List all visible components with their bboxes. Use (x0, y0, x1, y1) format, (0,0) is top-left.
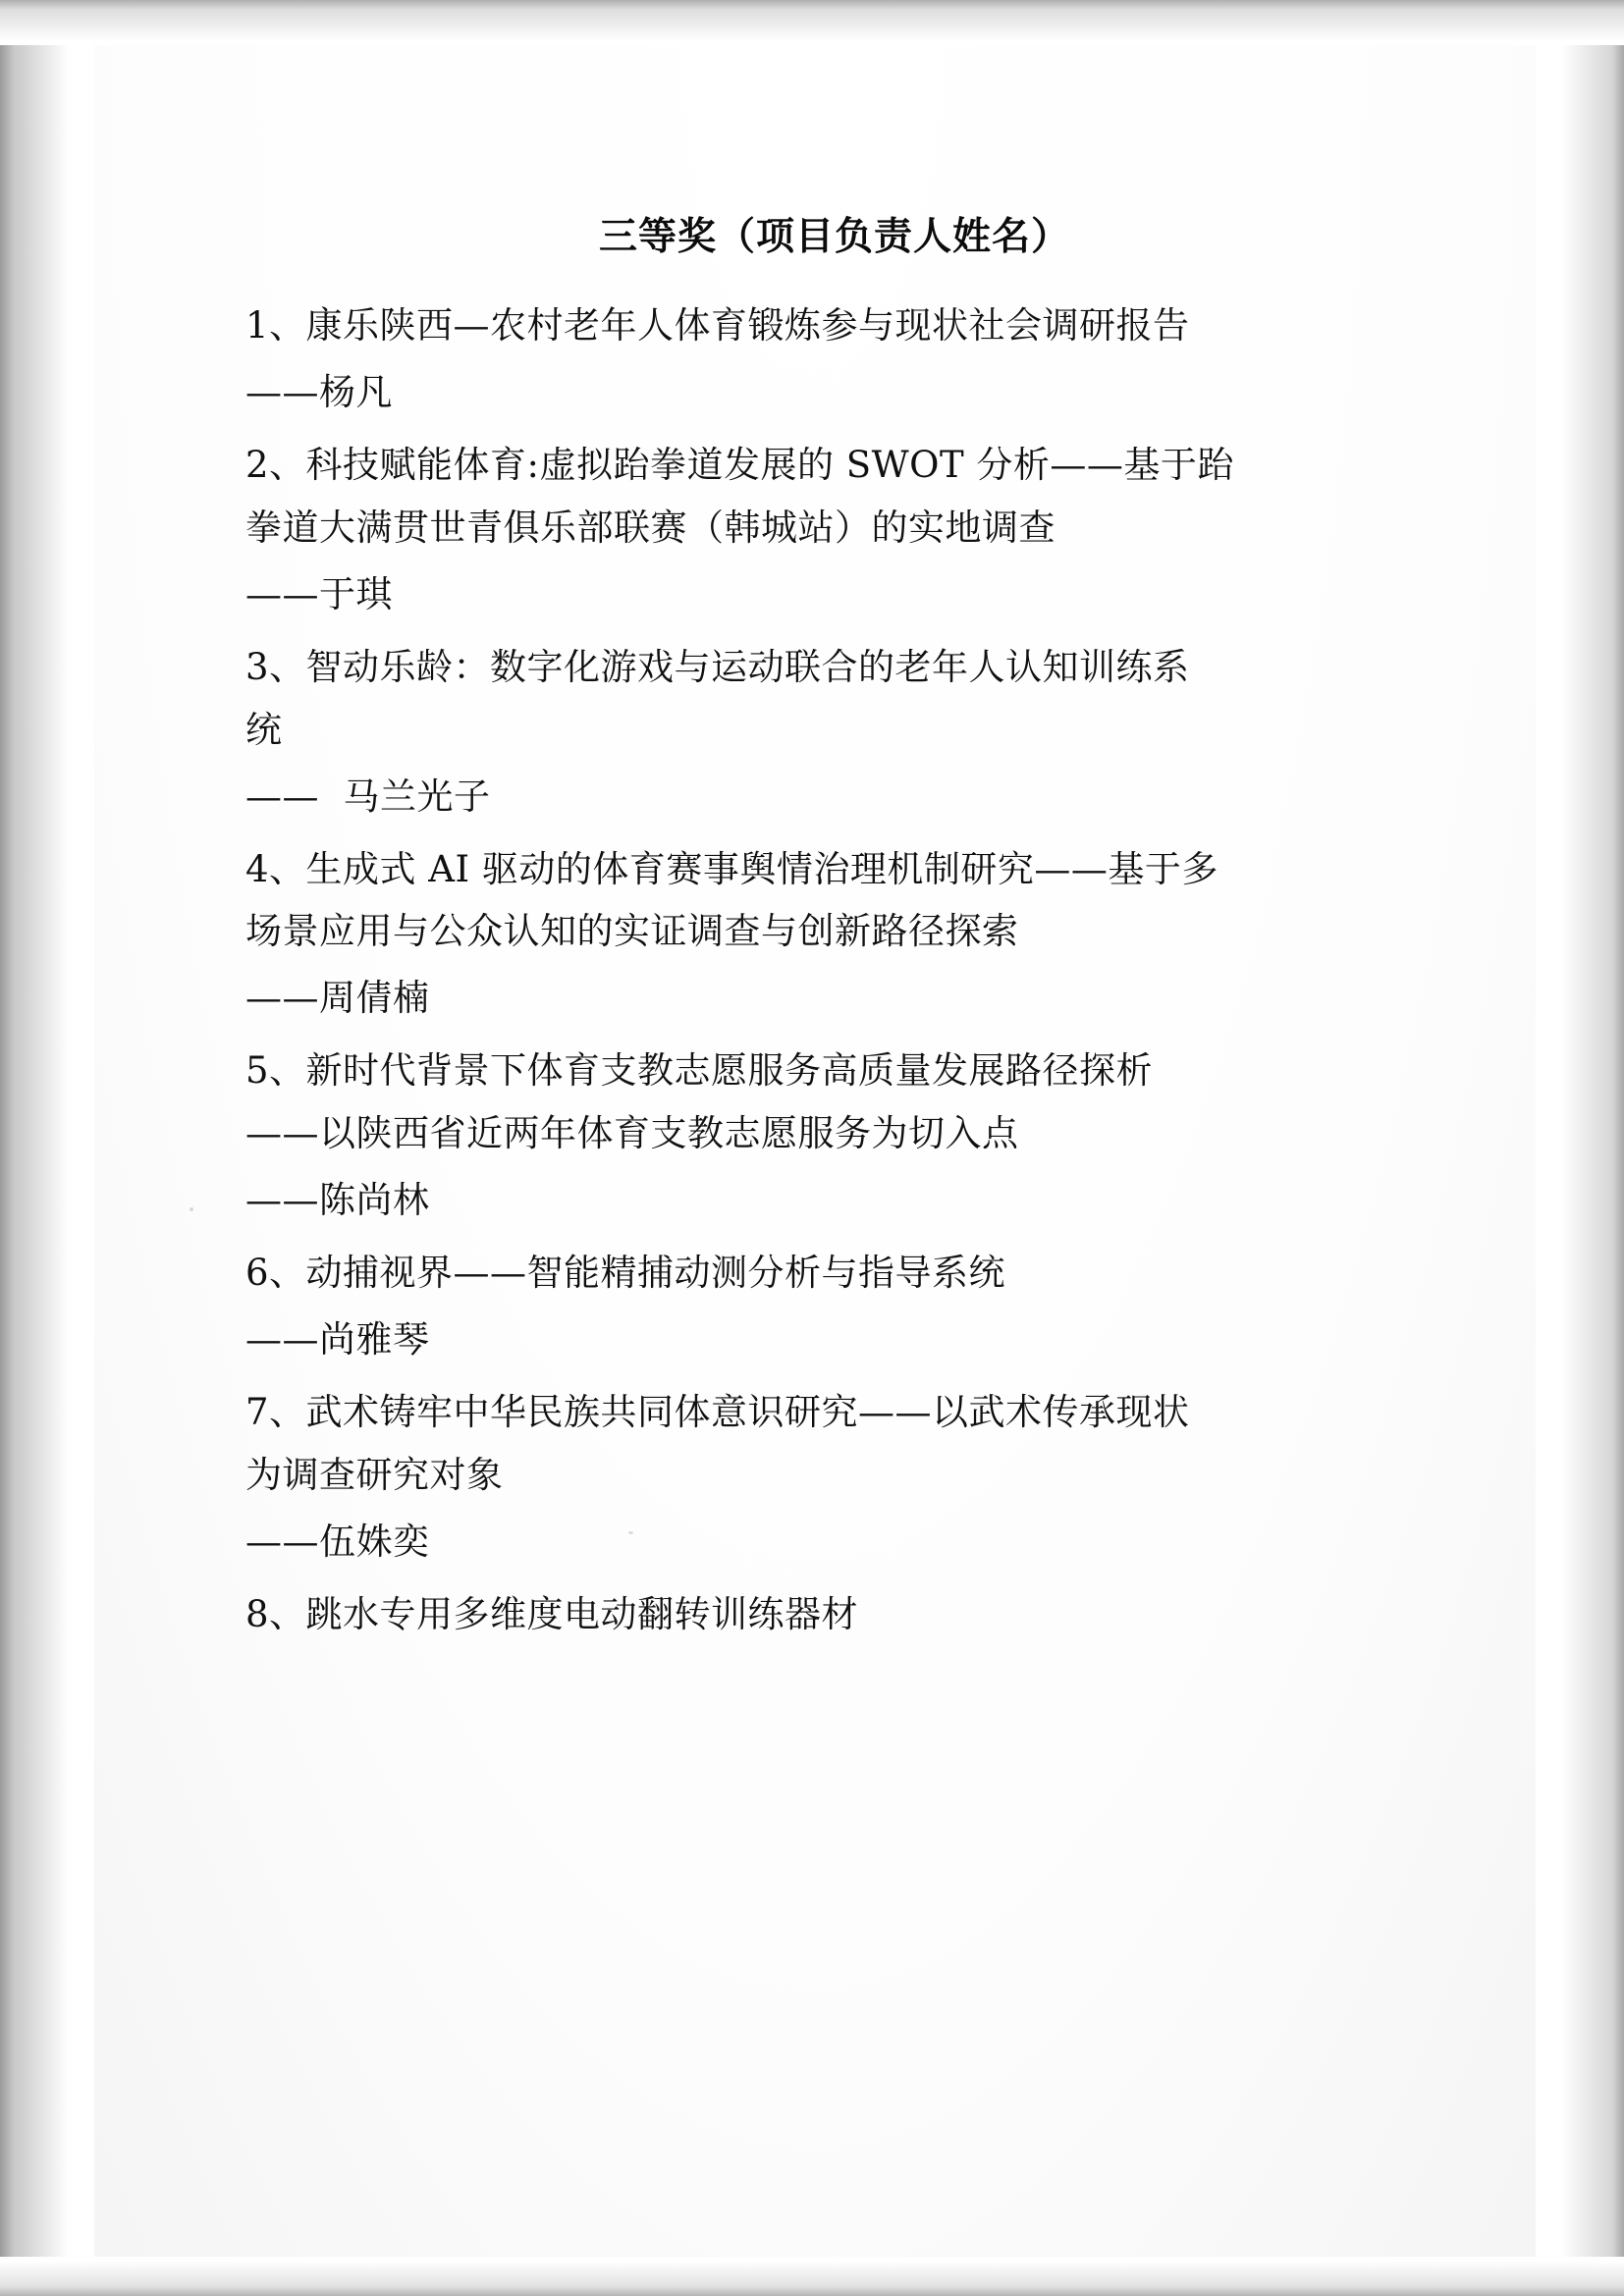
scan-speck (189, 1207, 193, 1211)
entry-line: ——以陕西省近两年体育支教志愿服务为切入点 (245, 1112, 1019, 1155)
award-entry (245, 436, 1424, 624)
scan-edge-right (1536, 0, 1624, 2296)
entry-author: ——尚雅琴 (245, 1318, 430, 1362)
award-entry (245, 1244, 1424, 1369)
entry-line: 场景应用与公众认知的实证调查与创新路径探索 (245, 910, 1019, 953)
entry-line: 2、科技赋能体育:虚拟跆拳道发展的 SWOT 分析——基于跆 (245, 443, 1234, 486)
scan-edge-left (0, 0, 94, 2296)
award-entry (245, 1383, 1424, 1572)
entry-line: 5、新时代背景下体育支教志愿服务高质量发展路径探析 (245, 1049, 1154, 1093)
entry-author: ——于琪 (245, 572, 393, 615)
entry-line: 为调查研究对象 (245, 1453, 504, 1496)
entry-author: ——周倩楠 (245, 977, 430, 1020)
entry-line: 拳道大满贯世青俱乐部联赛（韩城站）的实地调查 (245, 506, 1056, 549)
entry-line: 7、武术铸牢中华民族共同体意识研究——以武术传承现状 (245, 1391, 1190, 1433)
scan-edge-top (0, 0, 1624, 45)
entry-author: ——杨凡 (245, 370, 393, 413)
document-body (245, 206, 1424, 1648)
award-entry (245, 1585, 1424, 1644)
award-entry (245, 296, 1424, 422)
entry-author: ——伍姝奕 (245, 1520, 430, 1563)
entry-line: 6、动捕视界——智能精捕动测分析与指导系统 (245, 1252, 1006, 1295)
entry-line: 1、康乐陕西—农村老年人体育锻炼参与现状社会调研报告 (245, 304, 1190, 347)
page-title: 三等奖（项目负责人姓名） (598, 214, 1070, 259)
entry-line: 统 (245, 708, 283, 751)
entry-author: —— 马兰光子 (245, 774, 491, 818)
entry-line: 4、生成式 AI 驱动的体育赛事舆情治理机制研究——基于多 (245, 847, 1218, 890)
scan-edge-bottom (0, 2257, 1624, 2296)
entry-line: 3、智动乐龄：数字化游戏与运动联合的老年人认知训练系 (245, 645, 1190, 688)
entry-author: ——陈尚林 (245, 1179, 430, 1222)
award-entry (245, 1041, 1424, 1230)
entry-line: 8、跳水专用多维度电动翻转训练器材 (245, 1592, 859, 1635)
award-entry (245, 638, 1424, 827)
award-entry (245, 840, 1424, 1029)
